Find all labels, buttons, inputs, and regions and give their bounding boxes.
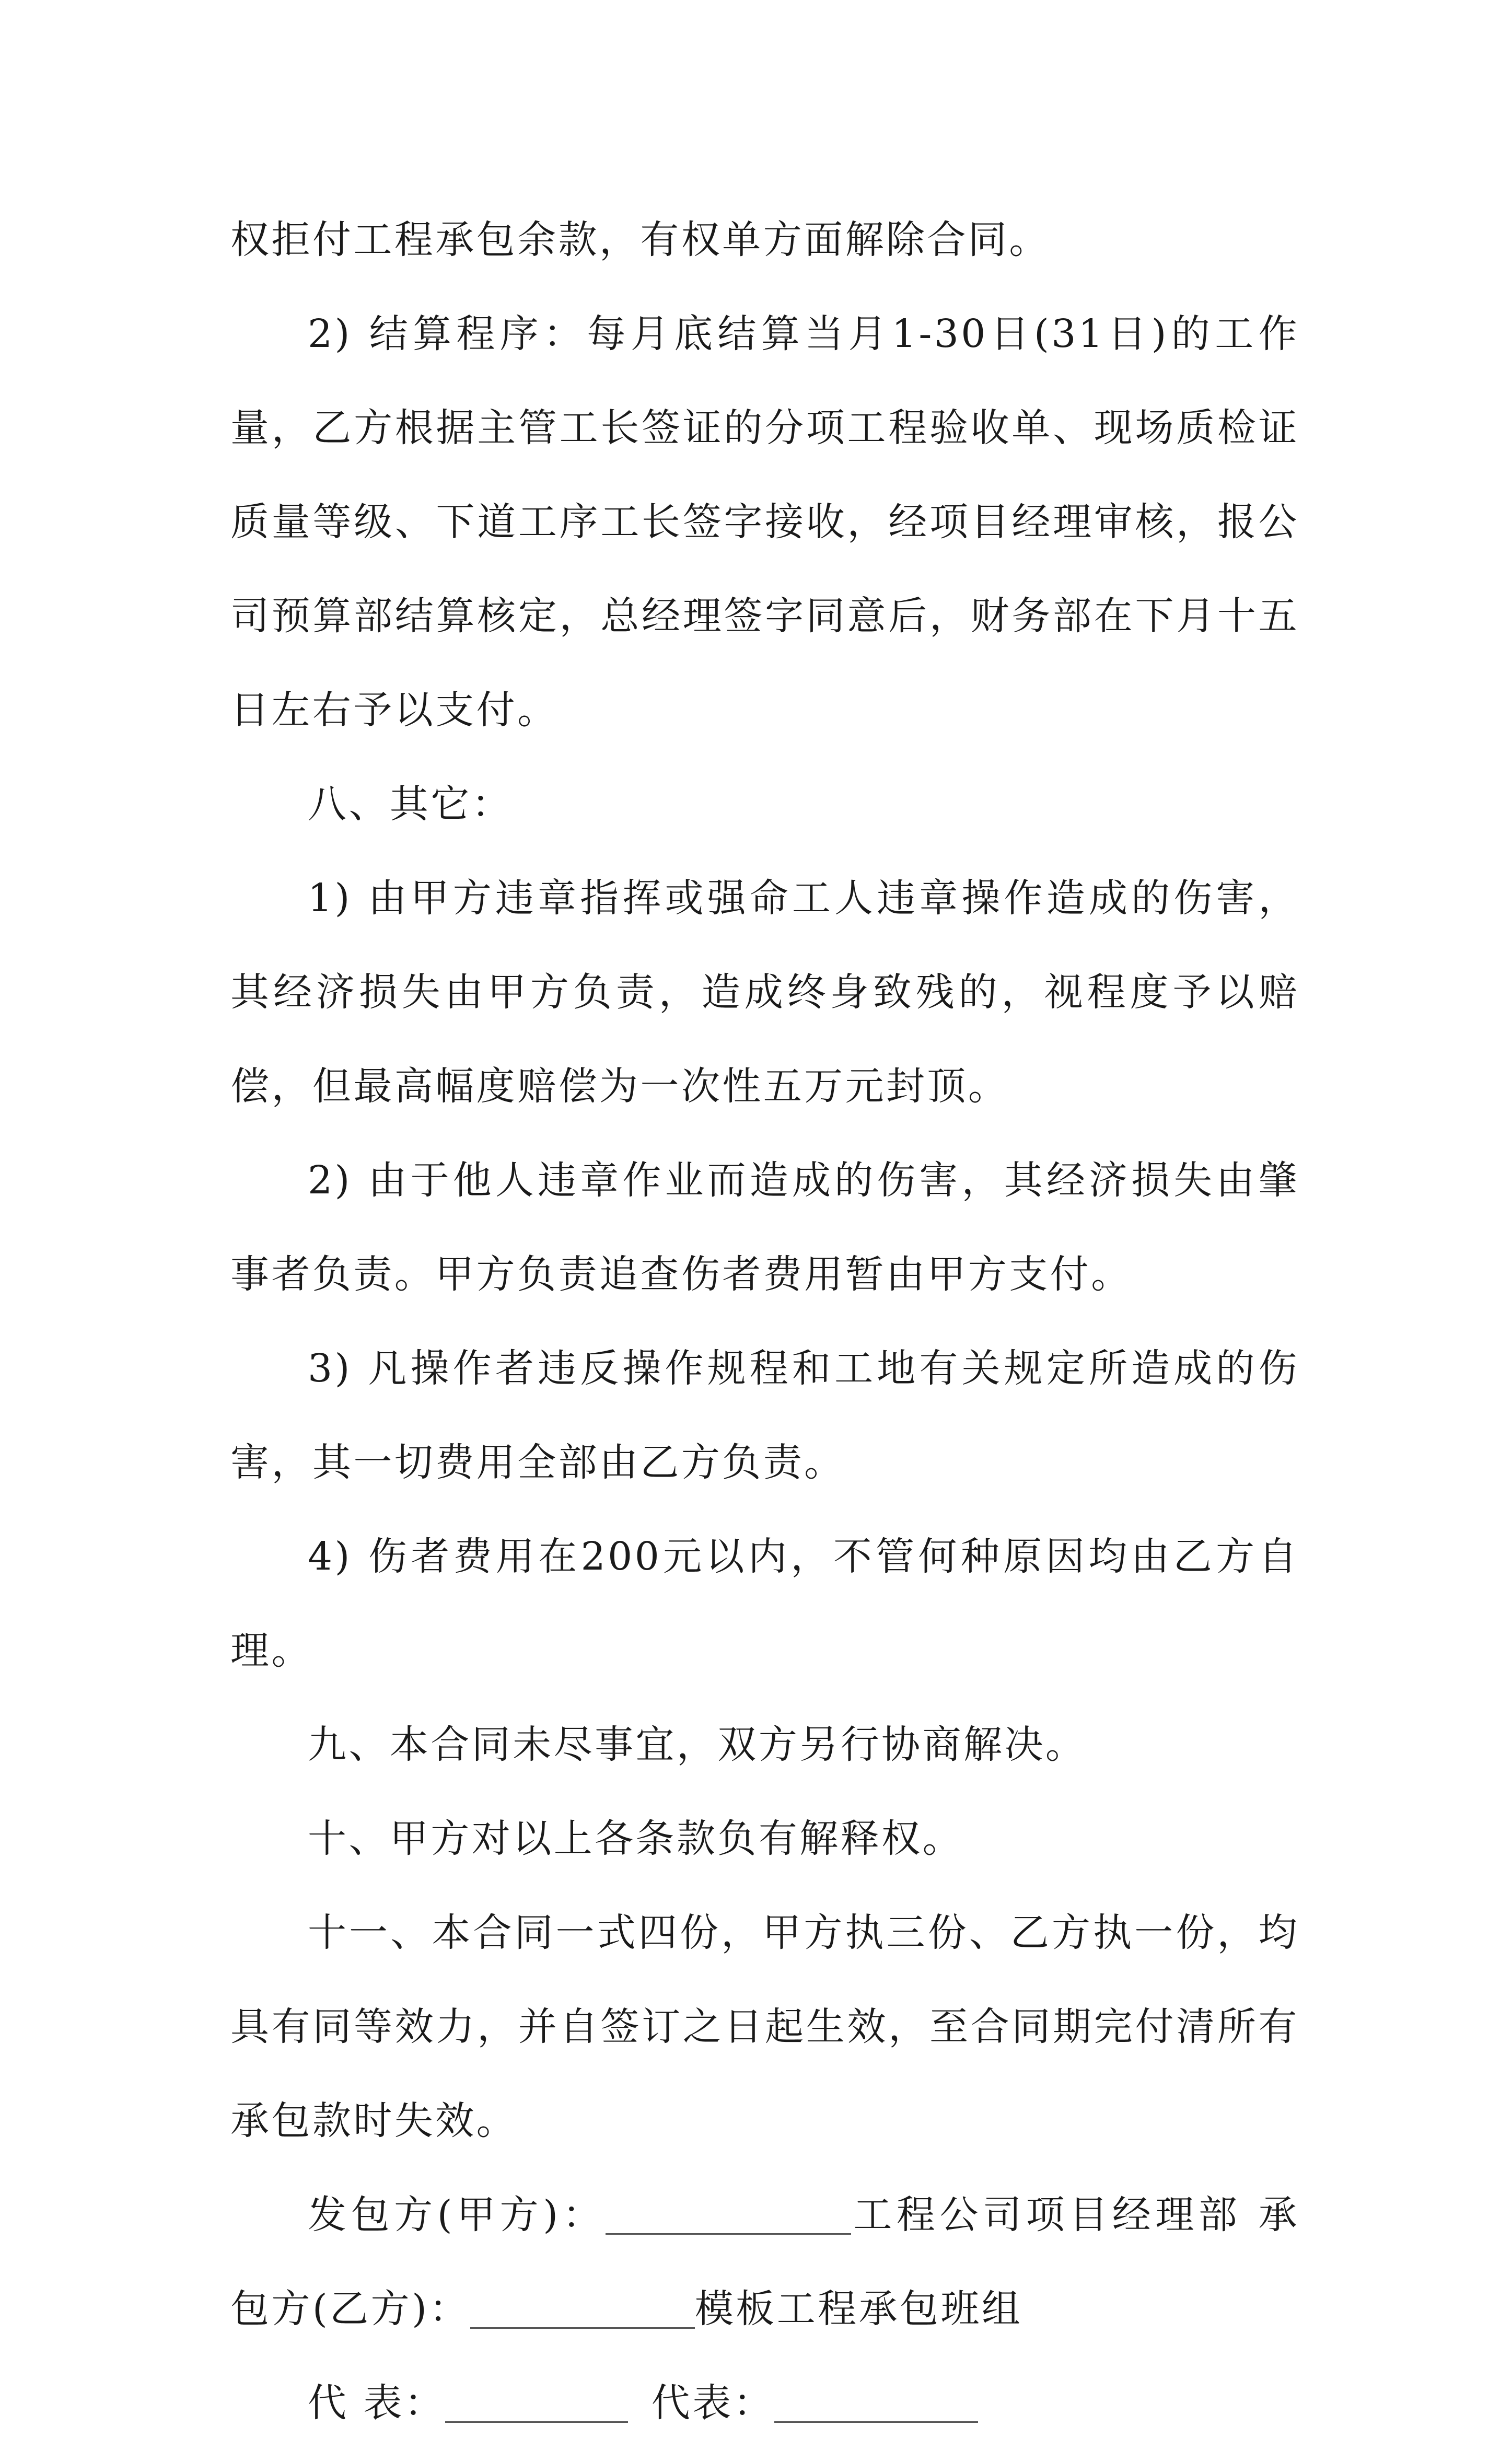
paragraph: 2) 结算程序：每月底结算当月1-30日(31日)的工作量，乙方根据主管工长签证的分项工程验收单、现场质检证质量等级、下道工序工长签字接收，经项目经理审核，报公司预算部结算核定，总经理签字同意后，财务部在下月十五日左右予以支付。 — [230, 311, 1299, 733]
rep-b-label: 代表： — [651, 2381, 775, 2425]
rep-b-blank[interactable] — [774, 2381, 978, 2423]
paragraph: 2) 由于他人违章作业而造成的伤害，其经济损失由肇事者负责。甲方负责追查伤者费用暂由甲方支付。 — [230, 1158, 1299, 1297]
paragraph: 3) 凡操作者违反操作规程和工地有关规定所造成的伤害，其一切费用全部由乙方负责。 — [230, 1346, 1299, 1485]
rep-a-label: 代 表： — [308, 2381, 446, 2425]
rep-a-blank[interactable] — [445, 2381, 628, 2423]
signature-parties — [230, 2168, 1299, 2356]
section-heading: 八、其它： — [308, 782, 513, 827]
paragraph: 1) 由甲方违章指挥或强命工人违章操作造成的伤害，其经济损失由甲方负责，造成终身致残的，视程度予以赔偿，但最高幅度赔偿为一次性五万元封顶。 — [230, 876, 1299, 1109]
paragraph: 十、甲方对以上各条款负有解释权。 — [308, 1816, 964, 1861]
party-b-blank[interactable] — [470, 2287, 695, 2329]
paragraph: 4) 伤者费用在200元以内，不管何种原因均由乙方自理。 — [230, 1534, 1299, 1673]
party-a-suffix: 工程公司项目经理部 — [851, 2192, 1242, 2237]
paragraph: 权拒付工程承包余款，有权单方面解除合同。 — [230, 217, 1050, 262]
paragraph: 十一、本合同一式四份，甲方执三份、乙方执一份，均具有同等效力，并自签订之日起生效，至合同期完付清所有承包款时失效。 — [230, 1910, 1299, 2143]
party-a-label: 发包方(甲方)： — [308, 2192, 606, 2237]
party-a-blank[interactable] — [606, 2193, 851, 2235]
document-body — [230, 193, 1299, 2450]
signature-representatives — [230, 2356, 1299, 2450]
party-b-label: 承包方(乙方)： — [230, 2192, 1299, 2331]
paragraph: 九、本合同未尽事宜，双方另行协商解决。 — [308, 1722, 1087, 1767]
party-b-suffix: 模板工程承包班组 — [694, 2286, 1023, 2331]
